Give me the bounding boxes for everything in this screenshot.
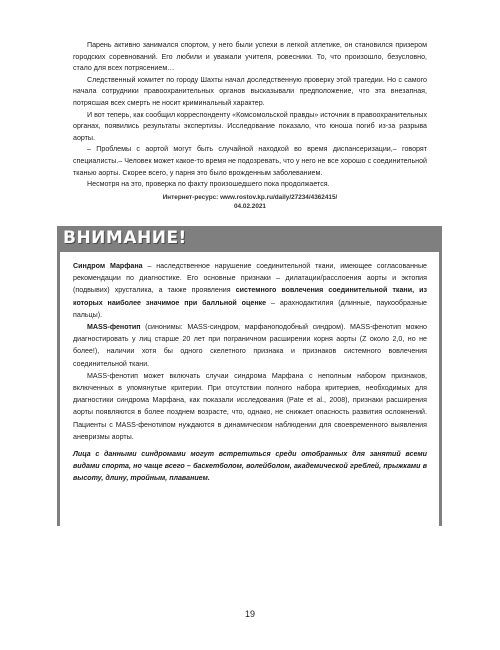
news-article bbox=[73, 40, 427, 191]
mass-term: MASS-фенотип bbox=[87, 323, 141, 332]
article-paragraph: Следственный комитет по городу Шахты начал доследственную проверку этой трагедии. Но с самого начала сотрудники правоохранительных органов высказывали предположение, что эта внезапная, потрясшая всех смерть не носит криминальный характер. bbox=[73, 75, 427, 107]
article-paragraph: – Проблемы с аортой могут быть случайной находкой во время диспансеризации,– говорят специалисты.– Человек может какое-то время не подозревать, что у него не все хорошо с соединительной тканью аорты. Скорее всего, у парня это было врожденным заболеванием. bbox=[73, 145, 427, 177]
mass-details: MASS-фенотип может включать случаи синдрома Марфана с неполным набором признаков, включенных в упомянутые критерии. При отсутствии полного набора критериев, необходимых для диагностики синдрома Марфана, как показали исследования (Pate et al., 2008), признаки расширения аорты появляются в более позднем возрасте, что, однако, не снижает опасность развития осложнений. Пациенты с MASS-фенотипом нуждаются в динамическом наблюдении для своевременного выявления аневризмы аорты. bbox=[73, 371, 427, 441]
page-number: 19 bbox=[244, 609, 255, 619]
attention-body bbox=[73, 260, 427, 485]
article-paragraph: Несмотря на это, проверка по факту произошедшего пока продолжается. bbox=[87, 180, 330, 189]
article-paragraph: И вот теперь, как сообщил корреспонденту «Комсомольской правды» источник в правоохранительных органах, появились результаты экспертизы. Исследование показало, что юноша погиб из-за разрыва аорты. bbox=[73, 110, 427, 142]
sports-note: Лица с данными синдромами могут встретиться среди отобранных для занятий всеми видами спорта, но чаще всего – баскетболом, волейболом, академической греблей, прыжками в высоту, длину, тройным, плаванием. bbox=[73, 450, 427, 483]
attention-box bbox=[57, 226, 442, 526]
marfan-definition bbox=[73, 260, 427, 321]
article-paragraph: Парень активно занимался спортом, у него были успехи в легкой атлетике, он становился призером городских соревнований. Его любили и уважали учителя, ровесники. То, что произошло, безусловно, стало для всех потрясением… bbox=[73, 41, 427, 73]
attention-border-right bbox=[439, 252, 442, 526]
marfan-term: Синдром Марфана bbox=[73, 262, 143, 270]
attention-border-left bbox=[57, 252, 60, 526]
attention-header bbox=[57, 226, 442, 252]
source-url: Интернет-ресурс: www.rostov.kp.ru/daily/27234/4362415/ bbox=[162, 194, 338, 201]
mass-definition bbox=[73, 321, 427, 370]
marfan-text-a: – наследственное нарушение соединительной ткани, имеющее согласованные рекомендации по диагностике. Его основные признаки – дилатации/расслоения аорты и эктопия (подвывих) хрусталика, а также проявления bbox=[73, 262, 427, 295]
marfan-bold-text: системного вовлечения соединительной ткани, из которых наиболее значимое при балльной оценке bbox=[73, 286, 427, 307]
source-date: 04.02.2021 bbox=[234, 203, 266, 210]
attention-title: ВНИМАНИЕ! bbox=[63, 228, 187, 248]
marfan-text-b: – арахнодактилия (длинные, паукообразные пальцы). bbox=[73, 298, 427, 319]
mass-text: (синонимы: MASS-синдром, марфаноподобный синдром). MASS-фенотип можно диагностировать у лиц старше 20 лет при пограничном расширении корня аорты (Z около 2,0, но не более!), наличии хотя бы одного скелетного признака и признаков системного вовлечения соединительной ткани. bbox=[73, 323, 427, 368]
source-citation bbox=[73, 193, 427, 211]
